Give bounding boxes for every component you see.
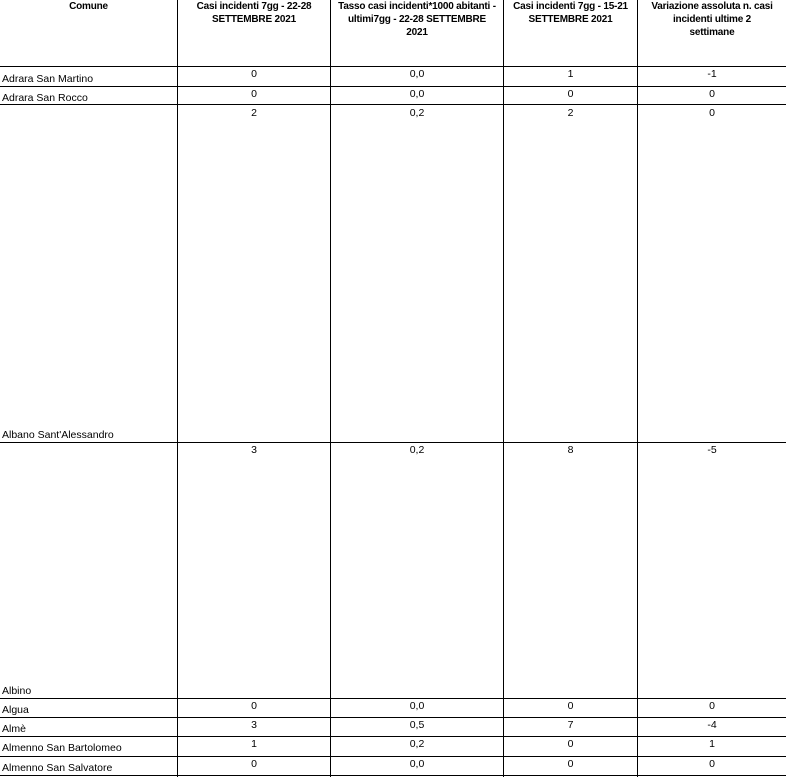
row-divider [0, 717, 786, 718]
tasso-value: 0,0 [409, 758, 425, 770]
casi-22-28-value: 0 [251, 758, 257, 770]
row-divider [0, 736, 786, 737]
casi-15-21-value: 7 [567, 719, 574, 731]
comune-name: Almè [2, 723, 26, 735]
casi-22-28-value: 1 [251, 738, 257, 750]
row-divider [0, 442, 786, 443]
comune-name: Adrara San Martino [2, 73, 94, 85]
variazione-value: -5 [707, 444, 717, 456]
casi-22-28-value: 2 [251, 107, 257, 119]
casi-15-21-value: 2 [567, 107, 574, 119]
tasso-value: 0,2 [409, 107, 425, 119]
casi-22-28-value: 0 [251, 68, 257, 80]
comune-name: Adrara San Rocco [2, 92, 88, 104]
casi-22-28-value: 0 [251, 88, 257, 100]
tasso-value: 0,5 [409, 719, 425, 731]
casi-15-21-value: 0 [567, 758, 574, 770]
header-tasso: Tasso casi incidenti*1000 abitanti - ultimi7gg - 22-28 SETTEMBRE 2021 [338, 1, 496, 38]
variazione-value: 1 [709, 738, 715, 750]
comune-name: Albano Sant'Alessandro [2, 429, 114, 441]
variazione-value: -1 [707, 68, 717, 80]
header-casi-22-28: Casi incidenti 7gg - 22-28 SETTEMBRE 2021 [196, 1, 312, 25]
row-divider [0, 698, 786, 699]
casi-22-28-value: 3 [251, 444, 257, 456]
header-variazione: Variazione assoluta n. casi incidenti ultime 2 settimane [651, 1, 773, 38]
comune-name: Algua [2, 704, 29, 716]
header-casi-15-21: Casi incidenti 7gg - 15-21 SETTEMBRE 2021 [513, 1, 628, 25]
casi-15-21-value: 1 [567, 68, 574, 80]
header-comune: Comune [69, 1, 108, 12]
variazione-value: -4 [707, 719, 717, 731]
comune-name: Almenno San Bartolomeo [2, 742, 122, 754]
casi-15-21-value: 0 [567, 88, 574, 100]
variazione-value: 0 [709, 700, 715, 712]
comune-name: Albino [2, 685, 32, 697]
casi-22-28-value: 0 [251, 700, 257, 712]
tasso-value: 0,0 [409, 700, 425, 712]
row-divider [0, 104, 786, 105]
row-divider [0, 86, 786, 87]
casi-22-28-value: 3 [251, 719, 257, 731]
casi-15-21-value: 8 [567, 444, 574, 456]
row-divider [0, 66, 786, 67]
tasso-value: 0,0 [409, 88, 425, 100]
variazione-value: 0 [709, 88, 715, 100]
comune-name: Almenno San Salvatore [2, 762, 113, 774]
row-divider [0, 775, 786, 776]
tasso-value: 0,0 [409, 68, 425, 80]
row-divider [0, 756, 786, 757]
tasso-value: 0,2 [409, 738, 425, 750]
casi-15-21-value: 0 [567, 738, 574, 750]
variazione-value: 0 [709, 107, 715, 119]
casi-15-21-value: 0 [567, 700, 574, 712]
tasso-value: 0,2 [409, 444, 425, 456]
variazione-value: 0 [709, 758, 715, 770]
